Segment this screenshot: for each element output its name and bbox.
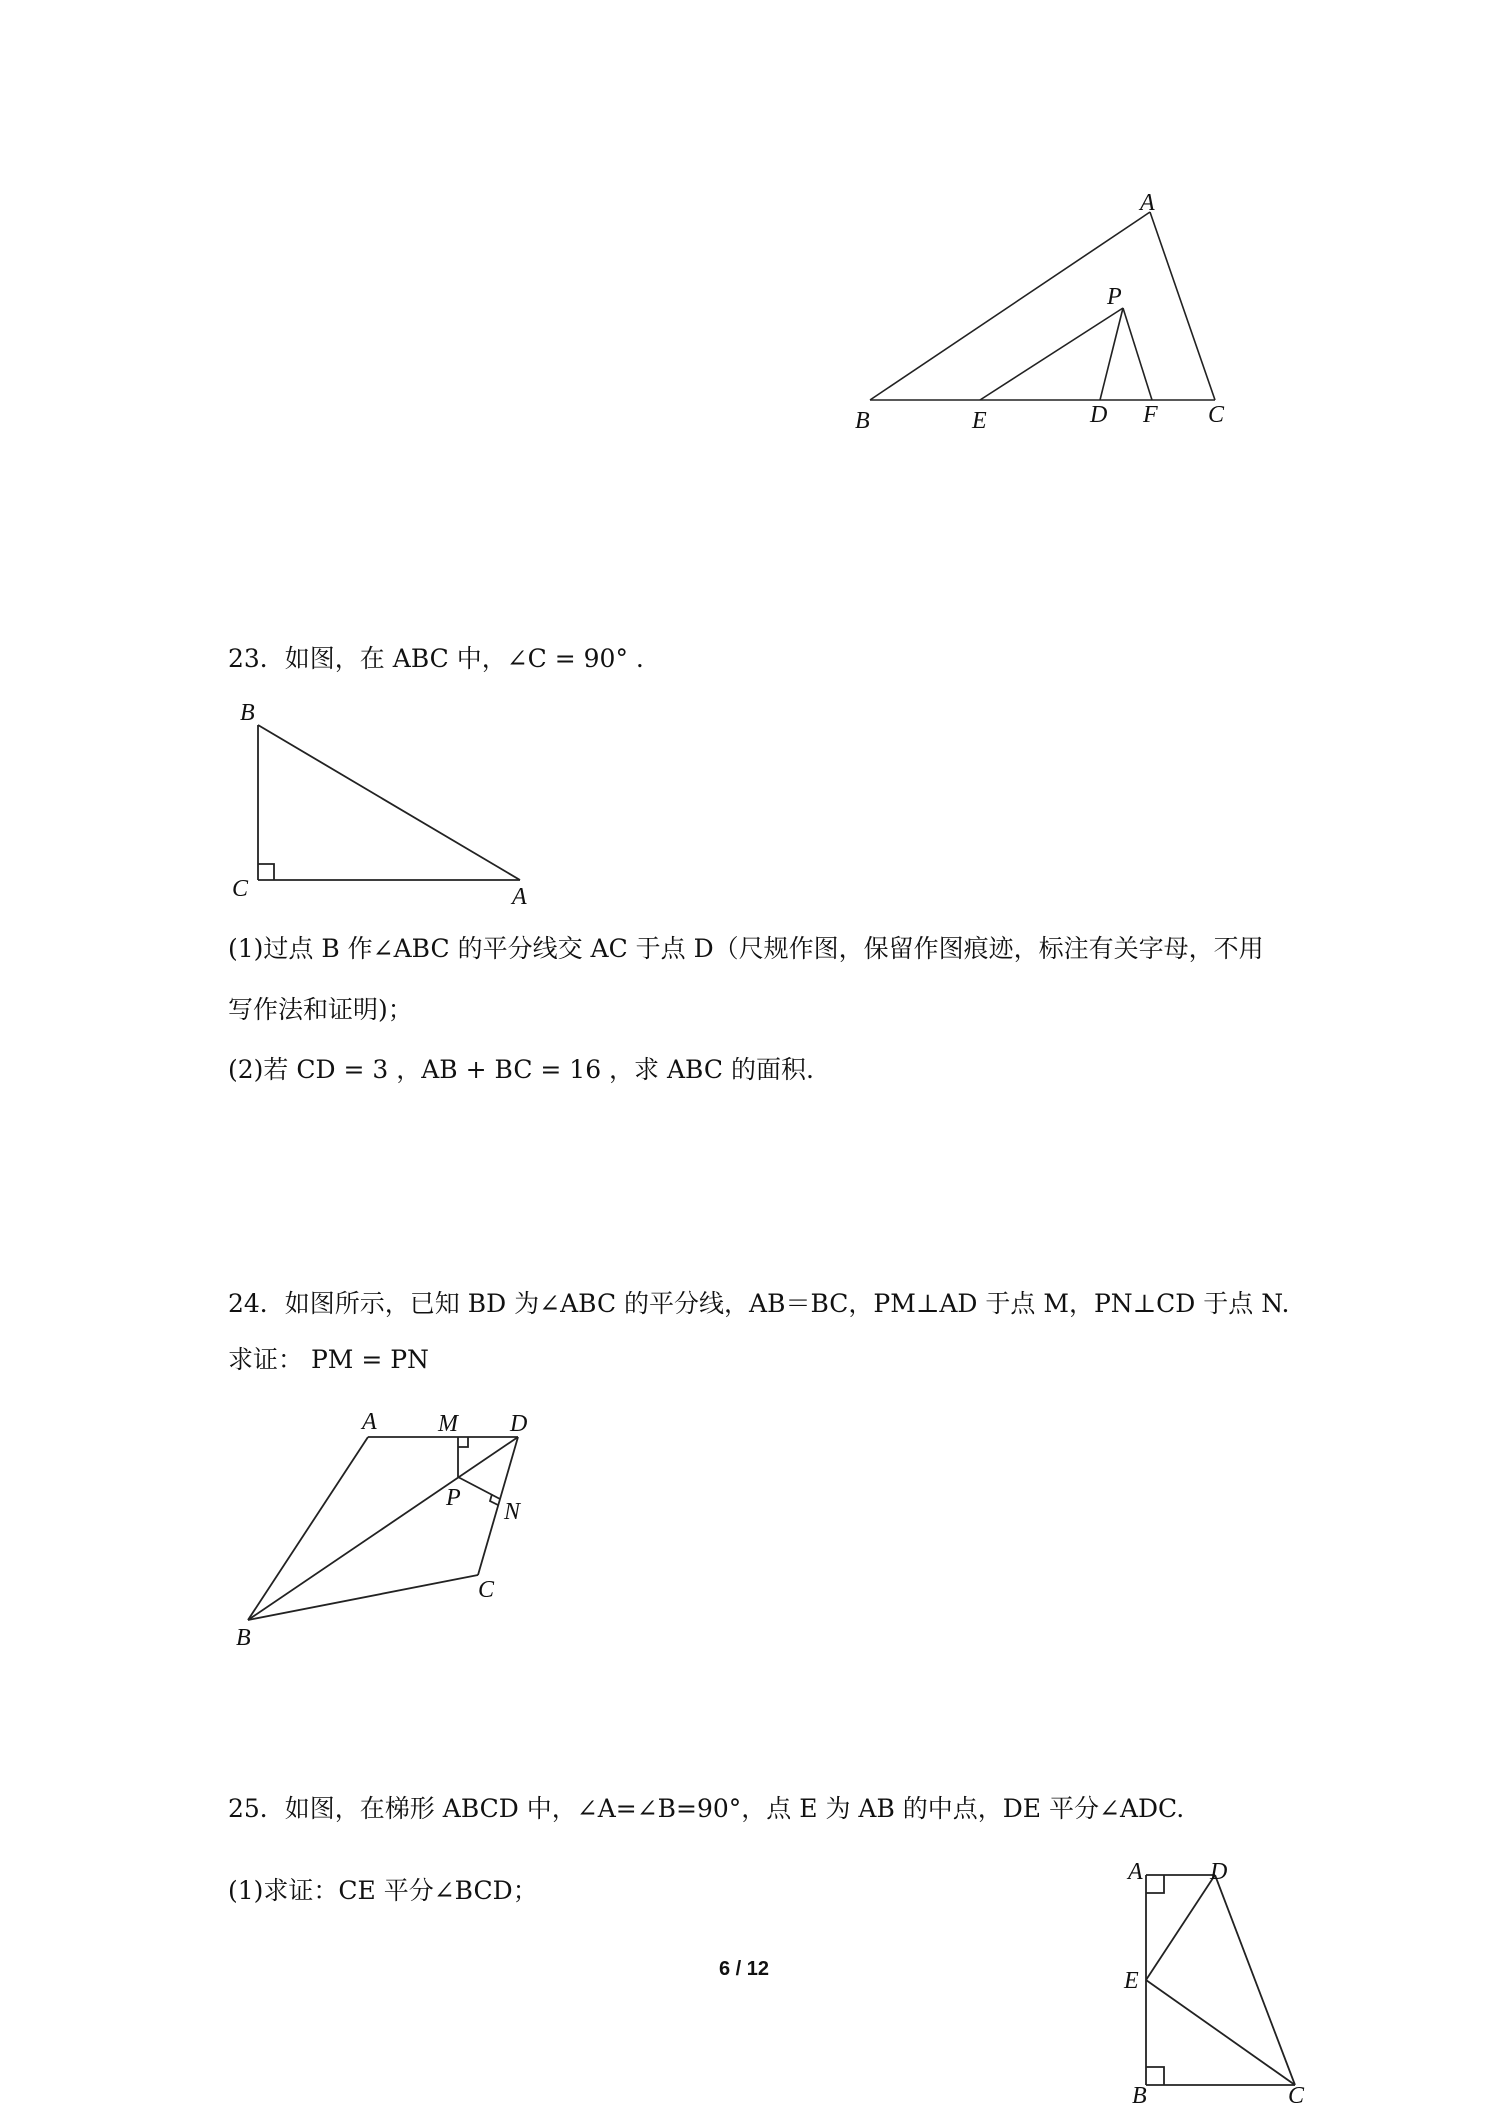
label-n: N: [504, 1499, 521, 1525]
label-p: P: [446, 1485, 461, 1511]
label-f: F: [1143, 402, 1158, 428]
label-c: C: [232, 876, 249, 902]
label-a: A: [1128, 1859, 1143, 1885]
label-a: A: [1140, 190, 1155, 216]
label-p: P: [1107, 284, 1122, 310]
label-e: E: [1124, 1968, 1139, 1994]
label-a: A: [512, 884, 527, 910]
label-m: M: [438, 1411, 458, 1437]
segment-ba: [258, 725, 520, 880]
label-b: B: [855, 408, 870, 434]
label-e: E: [972, 408, 987, 434]
q24-stem: 24．如图所示，已知 BD 为∠ABC 的平分线，AB＝BC，PM⊥AD 于点 M，PN⊥CD 于点 N.: [228, 1289, 1290, 1318]
label-c: C: [1208, 402, 1225, 428]
q23-part1-line1: (1)过点 B 作∠ABC 的平分线交 AC 于点 D（尺规作图，保留作图痕迹，标注有关字母，不用: [228, 934, 1264, 963]
segment-pn: [458, 1477, 500, 1499]
q24-prove: 求证： PM = PN: [228, 1345, 429, 1374]
label-c: C: [478, 1577, 495, 1603]
figure-q22: [840, 190, 1260, 440]
segment-pf: [1123, 308, 1152, 400]
page-number: 6 / 12: [718, 1958, 770, 1980]
q25-stem: 25．如图，在梯形 ABCD 中，∠A=∠B=90°，点 E 为 AB 的中点，DE 平分∠ADC.: [228, 1794, 1185, 1823]
figure-q24: [228, 1405, 548, 1665]
q23-stem: 23．如图，在 ABC 中，∠C = 90° .: [228, 644, 644, 673]
label-b: B: [236, 1625, 251, 1651]
segment-ec: [1146, 1980, 1295, 2085]
label-a: A: [362, 1409, 377, 1435]
label-d: D: [510, 1411, 528, 1437]
label-c: C: [1288, 2083, 1305, 2104]
right-angle-mark: [258, 864, 274, 880]
segment-ac: [1150, 212, 1215, 400]
right-angle-mark-a: [1146, 1875, 1164, 1893]
label-b: B: [240, 700, 255, 726]
q25-part1: (1)求证：CE 平分∠BCD；: [228, 1876, 538, 1905]
segment-pd: [1100, 308, 1123, 400]
label-d: D: [1210, 1859, 1228, 1885]
segment-ab: [248, 1437, 368, 1620]
label-b: B: [1132, 2083, 1147, 2104]
label-d: D: [1090, 402, 1108, 428]
segment-pe: [980, 308, 1123, 400]
right-angle-mark-m: [458, 1437, 468, 1447]
q23-part2: (2)若 CD = 3 ，AB + BC = 16 ，求 ABC 的面积.: [228, 1055, 814, 1084]
q23-part1-line2: 写作法和证明)；: [228, 995, 413, 1024]
right-angle-mark-b: [1146, 2067, 1164, 2085]
figure-q23: [228, 690, 548, 920]
